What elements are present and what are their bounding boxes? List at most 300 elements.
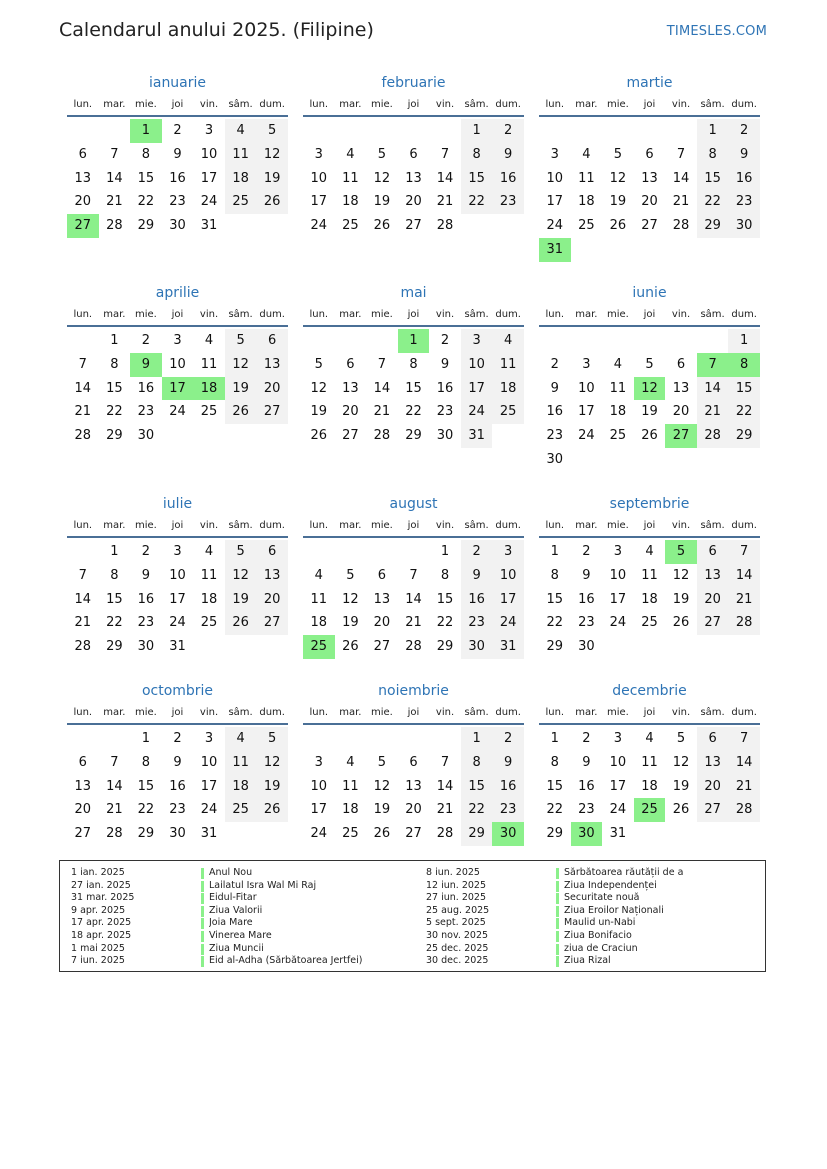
day-cell[interactable]: 31 [200, 826, 218, 842]
day-cell[interactable]: 16 [492, 167, 524, 191]
day-cell[interactable]: 30 [578, 639, 595, 655]
day-cell[interactable]: 10 [546, 170, 564, 186]
day-cell[interactable]: 15 [137, 170, 155, 186]
day-cell[interactable]: 10 [609, 567, 627, 583]
day-cell[interactable]: 20 [405, 194, 422, 210]
day-cell[interactable]: 26 [256, 798, 288, 822]
day-cell[interactable]: 19 [672, 591, 690, 607]
day-cell[interactable]: 10 [492, 564, 524, 588]
day-cell[interactable]: 17 [609, 591, 627, 607]
day-cell[interactable]: 7 [440, 146, 450, 162]
day-cell[interactable]: 20 [405, 802, 422, 818]
day-cell[interactable]: 27 [373, 639, 391, 655]
day-cell[interactable]: 22 [461, 190, 493, 214]
day-cell[interactable]: 26 [672, 802, 690, 818]
day-cell[interactable]: 19 [672, 778, 690, 794]
day-cell[interactable]: 30 [137, 428, 155, 444]
day-cell[interactable]: 7 [676, 146, 686, 162]
day-cell[interactable]: 19 [225, 588, 257, 612]
day-cell[interactable]: 27 [697, 798, 729, 822]
day-cell[interactable]: 3 [173, 544, 182, 559]
day-cell[interactable]: 27 [342, 428, 359, 444]
day-cell[interactable]: 5 [225, 329, 257, 353]
day-cell[interactable]: 10 [609, 754, 627, 770]
day-cell[interactable]: 19 [641, 404, 658, 420]
day-cell[interactable]: 16 [169, 170, 186, 186]
day-cell[interactable]: 4 [225, 119, 257, 143]
day-cell[interactable]: 24 [492, 611, 524, 635]
day-cell[interactable]: 11 [225, 143, 257, 167]
day-cell[interactable]: 7 [728, 540, 760, 564]
day-cell[interactable]: 26 [225, 400, 257, 424]
day-cell[interactable]: 6 [697, 540, 729, 564]
day-cell[interactable]: 10 [578, 380, 595, 396]
day-cell[interactable]: 5 [256, 119, 288, 143]
day-cell[interactable]: 5 [377, 754, 387, 770]
day-cell[interactable]: 13 [672, 380, 690, 396]
day-cell[interactable]: 10 [200, 146, 218, 162]
day-cell[interactable]: 27 [256, 400, 288, 424]
day-cell[interactable]: 2 [461, 540, 493, 564]
day-cell[interactable]: 30 [169, 826, 186, 842]
day-cell[interactable]: 14 [74, 380, 92, 396]
day-cell[interactable]: 17 [546, 194, 564, 210]
day-cell[interactable]: 28 [405, 639, 422, 655]
day-cell[interactable]: 22 [106, 615, 123, 631]
day-cell[interactable]: 11 [641, 567, 658, 583]
day-cell[interactable]: 29 [546, 826, 564, 842]
day-cell[interactable]: 1 [550, 731, 559, 746]
day-cell[interactable]: 14 [373, 380, 391, 396]
day-cell[interactable]: 2 [173, 731, 182, 746]
day-cell[interactable]: 25 [225, 190, 257, 214]
day-cell[interactable]: 21 [106, 194, 123, 210]
day-cell[interactable]: 25 [609, 428, 627, 444]
day-cell[interactable]: 1 [141, 731, 151, 746]
day-cell[interactable]: 6 [377, 567, 387, 583]
day-cell[interactable]: 7 [377, 356, 387, 372]
day-cell[interactable]: 11 [200, 356, 218, 372]
day-cell[interactable]: 3 [492, 540, 524, 564]
day-cell[interactable]: 30 [461, 635, 493, 659]
day-cell[interactable]: 31 [200, 218, 218, 234]
day-cell[interactable]: 16 [137, 380, 155, 396]
day-cell[interactable]: 4 [204, 333, 214, 348]
day-cell[interactable]: 27 [405, 218, 422, 234]
day-cell[interactable]: 2 [550, 356, 559, 372]
day-cell[interactable]: 4 [346, 146, 355, 162]
day-cell[interactable]: 23 [137, 404, 155, 420]
day-cell[interactable]: 2 [173, 123, 182, 138]
day-cell[interactable]: 18 [609, 404, 627, 420]
day-cell[interactable]: 20 [641, 194, 658, 210]
day-cell[interactable]: 1 [550, 544, 559, 559]
day-cell[interactable]: 11 [641, 754, 658, 770]
day-cell[interactable]: 12 [342, 591, 359, 607]
day-cell[interactable]: 27 [67, 214, 99, 238]
day-cell[interactable]: 13 [256, 564, 288, 588]
day-cell[interactable]: 13 [373, 591, 391, 607]
day-cell[interactable]: 3 [314, 146, 323, 162]
day-cell[interactable]: 8 [461, 143, 493, 167]
day-cell[interactable]: 17 [310, 802, 328, 818]
day-cell[interactable]: 4 [204, 544, 214, 559]
day-cell[interactable]: 9 [492, 751, 524, 775]
day-cell[interactable]: 23 [492, 798, 524, 822]
day-cell[interactable]: 3 [173, 333, 182, 348]
day-cell[interactable]: 1 [461, 119, 493, 143]
day-cell[interactable]: 29 [137, 826, 155, 842]
day-cell[interactable]: 24 [609, 615, 627, 631]
day-cell[interactable]: 9 [130, 353, 162, 377]
day-cell[interactable]: 25 [342, 218, 359, 234]
day-cell[interactable]: 23 [461, 611, 493, 635]
day-cell[interactable]: 28 [436, 826, 454, 842]
day-cell[interactable]: 10 [200, 754, 218, 770]
day-cell[interactable]: 27 [74, 826, 92, 842]
day-cell[interactable]: 7 [440, 754, 450, 770]
day-cell[interactable]: 3 [204, 123, 214, 138]
day-cell[interactable]: 25 [634, 798, 666, 822]
day-cell[interactable]: 14 [728, 564, 760, 588]
day-cell[interactable]: 25 [200, 404, 218, 420]
day-cell[interactable]: 29 [405, 428, 422, 444]
day-cell[interactable]: 15 [461, 775, 493, 799]
day-cell[interactable]: 16 [728, 167, 760, 191]
day-cell[interactable]: 6 [78, 754, 87, 770]
day-cell[interactable]: 24 [609, 802, 627, 818]
day-cell[interactable]: 5 [377, 146, 387, 162]
day-cell[interactable]: 16 [169, 778, 186, 794]
day-cell[interactable]: 4 [582, 146, 591, 162]
day-cell[interactable]: 24 [578, 428, 595, 444]
day-cell[interactable]: 28 [697, 424, 729, 448]
day-cell[interactable]: 22 [728, 400, 760, 424]
day-cell[interactable]: 7 [110, 754, 119, 770]
day-cell[interactable]: 11 [342, 778, 359, 794]
day-cell[interactable]: 31 [539, 238, 571, 262]
day-cell[interactable]: 4 [346, 754, 355, 770]
day-cell[interactable]: 23 [169, 802, 186, 818]
day-cell[interactable]: 14 [728, 751, 760, 775]
day-cell[interactable]: 12 [609, 170, 627, 186]
day-cell[interactable]: 5 [225, 540, 257, 564]
day-cell[interactable]: 20 [342, 404, 359, 420]
day-cell[interactable]: 1 [461, 727, 493, 751]
day-cell[interactable]: 21 [436, 802, 454, 818]
day-cell[interactable]: 25 [225, 798, 257, 822]
day-cell[interactable]: 19 [609, 194, 627, 210]
day-cell[interactable]: 25 [492, 400, 524, 424]
day-cell[interactable]: 18 [342, 194, 359, 210]
day-cell[interactable]: 7 [78, 356, 87, 372]
day-cell[interactable]: 23 [546, 428, 564, 444]
day-cell[interactable]: 16 [461, 588, 493, 612]
day-cell[interactable]: 6 [409, 146, 418, 162]
day-cell[interactable]: 16 [492, 775, 524, 799]
day-cell[interactable]: 11 [492, 353, 524, 377]
day-cell[interactable]: 27 [665, 424, 697, 448]
day-cell[interactable]: 18 [225, 167, 257, 191]
day-cell[interactable]: 17 [162, 377, 194, 401]
day-cell[interactable]: 23 [578, 615, 595, 631]
day-cell[interactable]: 16 [578, 778, 595, 794]
day-cell[interactable]: 18 [641, 778, 658, 794]
day-cell[interactable]: 28 [106, 826, 123, 842]
day-cell[interactable]: 21 [106, 802, 123, 818]
day-cell[interactable]: 20 [256, 377, 288, 401]
day-cell[interactable]: 20 [74, 194, 92, 210]
day-cell[interactable]: 1 [110, 544, 119, 559]
day-cell[interactable]: 16 [436, 380, 454, 396]
day-cell[interactable]: 5 [314, 356, 323, 372]
day-cell[interactable]: 3 [582, 356, 591, 372]
day-cell[interactable]: 7 [728, 727, 760, 751]
day-cell[interactable]: 12 [256, 143, 288, 167]
day-cell[interactable]: 11 [310, 591, 328, 607]
day-cell[interactable]: 19 [225, 377, 257, 401]
day-cell[interactable]: 19 [373, 802, 391, 818]
day-cell[interactable]: 15 [546, 778, 564, 794]
day-cell[interactable]: 30 [728, 214, 760, 238]
day-cell[interactable]: 4 [613, 356, 623, 372]
day-cell[interactable]: 23 [492, 190, 524, 214]
day-cell[interactable]: 8 [409, 356, 418, 372]
day-cell[interactable]: 27 [697, 611, 729, 635]
day-cell[interactable]: 6 [78, 146, 87, 162]
day-cell[interactable]: 24 [461, 400, 493, 424]
day-cell[interactable]: 24 [169, 404, 186, 420]
day-cell[interactable]: 20 [256, 588, 288, 612]
day-cell[interactable]: 14 [106, 170, 123, 186]
day-cell[interactable]: 1 [728, 329, 760, 353]
day-cell[interactable]: 18 [342, 802, 359, 818]
day-cell[interactable]: 3 [461, 329, 493, 353]
day-cell[interactable]: 8 [440, 567, 450, 583]
day-cell[interactable]: 29 [106, 639, 123, 655]
day-cell[interactable]: 31 [609, 826, 627, 842]
day-cell[interactable]: 29 [106, 428, 123, 444]
day-cell[interactable]: 7 [697, 353, 729, 377]
day-cell[interactable]: 24 [310, 826, 328, 842]
day-cell[interactable]: 5 [645, 356, 654, 372]
day-cell[interactable]: 13 [405, 778, 422, 794]
day-cell[interactable]: 21 [728, 775, 760, 799]
day-cell[interactable]: 24 [310, 218, 328, 234]
day-cell[interactable]: 8 [728, 353, 760, 377]
day-cell[interactable]: 3 [204, 731, 214, 746]
day-cell[interactable]: 20 [672, 404, 690, 420]
day-cell[interactable]: 22 [697, 190, 729, 214]
day-cell[interactable]: 18 [200, 591, 218, 607]
day-cell[interactable]: 14 [697, 377, 729, 401]
day-cell[interactable]: 30 [492, 822, 524, 846]
day-cell[interactable]: 26 [256, 190, 288, 214]
day-cell[interactable]: 10 [461, 353, 493, 377]
day-cell[interactable]: 20 [697, 588, 729, 612]
day-cell[interactable]: 6 [676, 356, 686, 372]
day-cell[interactable]: 31 [169, 639, 186, 655]
day-cell[interactable]: 4 [314, 567, 323, 583]
day-cell[interactable]: 22 [436, 615, 454, 631]
day-cell[interactable]: 26 [342, 639, 359, 655]
day-cell[interactable]: 30 [546, 451, 564, 467]
day-cell[interactable]: 9 [492, 143, 524, 167]
day-cell[interactable]: 11 [609, 380, 627, 396]
day-cell[interactable]: 27 [256, 611, 288, 635]
day-cell[interactable]: 19 [373, 194, 391, 210]
day-cell[interactable]: 3 [314, 754, 323, 770]
day-cell[interactable]: 17 [492, 588, 524, 612]
day-cell[interactable]: 22 [461, 798, 493, 822]
day-cell[interactable]: 6 [256, 540, 288, 564]
day-cell[interactable]: 8 [110, 356, 119, 372]
day-cell[interactable]: 6 [346, 356, 355, 372]
day-cell[interactable]: 5 [665, 540, 697, 564]
day-cell[interactable]: 17 [609, 778, 627, 794]
day-cell[interactable]: 27 [641, 218, 658, 234]
day-cell[interactable]: 15 [106, 380, 123, 396]
day-cell[interactable]: 14 [436, 778, 454, 794]
day-cell[interactable]: 2 [492, 727, 524, 751]
day-cell[interactable]: 9 [550, 380, 559, 396]
day-cell[interactable]: 18 [578, 194, 595, 210]
day-cell[interactable]: 17 [200, 170, 218, 186]
day-cell[interactable]: 3 [613, 731, 623, 746]
day-cell[interactable]: 13 [342, 380, 359, 396]
day-cell[interactable]: 22 [137, 802, 155, 818]
day-cell[interactable]: 13 [697, 564, 729, 588]
day-cell[interactable]: 21 [436, 194, 454, 210]
day-cell[interactable]: 12 [373, 170, 391, 186]
day-cell[interactable]: 2 [582, 544, 591, 559]
day-cell[interactable]: 15 [405, 380, 422, 396]
day-cell[interactable]: 17 [200, 778, 218, 794]
day-cell[interactable]: 5 [256, 727, 288, 751]
day-cell[interactable]: 28 [106, 218, 123, 234]
day-cell[interactable]: 21 [405, 615, 422, 631]
day-cell[interactable]: 16 [578, 591, 595, 607]
day-cell[interactable]: 24 [200, 194, 218, 210]
day-cell[interactable]: 8 [550, 567, 559, 583]
day-cell[interactable]: 18 [193, 377, 225, 401]
day-cell[interactable]: 10 [169, 356, 186, 372]
day-cell[interactable]: 8 [110, 567, 119, 583]
day-cell[interactable]: 21 [672, 194, 690, 210]
day-cell[interactable]: 15 [106, 591, 123, 607]
day-cell[interactable]: 24 [546, 218, 564, 234]
day-cell[interactable]: 25 [641, 615, 658, 631]
day-cell[interactable]: 23 [578, 802, 595, 818]
day-cell[interactable]: 2 [141, 544, 151, 559]
day-cell[interactable]: 6 [645, 146, 654, 162]
day-cell[interactable]: 2 [492, 119, 524, 143]
day-cell[interactable]: 29 [461, 822, 493, 846]
day-cell[interactable]: 23 [728, 190, 760, 214]
day-cell[interactable]: 12 [672, 567, 690, 583]
day-cell[interactable]: 14 [74, 591, 92, 607]
day-cell[interactable]: 21 [373, 404, 391, 420]
day-cell[interactable]: 11 [225, 751, 257, 775]
day-cell[interactable]: 14 [405, 591, 422, 607]
day-cell[interactable]: 11 [578, 170, 595, 186]
day-cell[interactable]: 31 [461, 424, 493, 448]
day-cell[interactable]: 8 [697, 143, 729, 167]
day-cell[interactable]: 16 [546, 404, 564, 420]
day-cell[interactable]: 23 [436, 404, 454, 420]
day-cell[interactable]: 12 [310, 380, 328, 396]
day-cell[interactable]: 8 [141, 146, 151, 162]
day-cell[interactable]: 26 [609, 218, 627, 234]
day-cell[interactable]: 17 [169, 591, 186, 607]
day-cell[interactable]: 19 [256, 167, 288, 191]
day-cell[interactable]: 22 [106, 404, 123, 420]
day-cell[interactable]: 9 [141, 567, 151, 583]
day-cell[interactable]: 16 [137, 591, 155, 607]
day-cell[interactable]: 2 [728, 119, 760, 143]
day-cell[interactable]: 1 [697, 119, 729, 143]
day-cell[interactable]: 9 [582, 754, 591, 770]
day-cell[interactable]: 22 [405, 404, 422, 420]
day-cell[interactable]: 27 [405, 826, 422, 842]
day-cell[interactable]: 22 [546, 615, 564, 631]
day-cell[interactable]: 13 [697, 751, 729, 775]
day-cell[interactable]: 26 [373, 218, 391, 234]
day-cell[interactable]: 12 [256, 751, 288, 775]
day-cell[interactable]: 11 [342, 170, 359, 186]
day-cell[interactable]: 9 [173, 146, 182, 162]
day-cell[interactable]: 29 [137, 218, 155, 234]
day-cell[interactable]: 13 [74, 170, 92, 186]
day-cell[interactable]: 6 [256, 329, 288, 353]
day-cell[interactable]: 26 [310, 428, 328, 444]
day-cell[interactable]: 28 [436, 218, 454, 234]
day-cell[interactable]: 19 [256, 775, 288, 799]
day-cell[interactable]: 19 [342, 615, 359, 631]
day-cell[interactable]: 20 [373, 615, 391, 631]
day-cell[interactable]: 29 [546, 639, 564, 655]
day-cell[interactable]: 26 [373, 826, 391, 842]
day-cell[interactable]: 4 [225, 727, 257, 751]
day-cell[interactable]: 13 [405, 170, 422, 186]
day-cell[interactable]: 21 [74, 404, 92, 420]
day-cell[interactable]: 21 [728, 588, 760, 612]
day-cell[interactable]: 13 [256, 353, 288, 377]
day-cell[interactable]: 11 [200, 567, 218, 583]
day-cell[interactable]: 28 [728, 611, 760, 635]
day-cell[interactable]: 28 [672, 218, 690, 234]
day-cell[interactable]: 30 [571, 822, 603, 846]
day-cell[interactable]: 29 [436, 639, 454, 655]
day-cell[interactable]: 29 [728, 424, 760, 448]
day-cell[interactable]: 18 [310, 615, 328, 631]
day-cell[interactable]: 21 [74, 615, 92, 631]
day-cell[interactable]: 18 [225, 775, 257, 799]
day-cell[interactable]: 15 [546, 591, 564, 607]
day-cell[interactable]: 2 [582, 731, 591, 746]
day-cell[interactable]: 28 [74, 639, 92, 655]
day-cell[interactable]: 4 [645, 544, 654, 559]
day-cell[interactable]: 4 [492, 329, 524, 353]
day-cell[interactable]: 1 [440, 544, 450, 559]
day-cell[interactable]: 7 [78, 567, 87, 583]
day-cell[interactable]: 3 [613, 544, 623, 559]
day-cell[interactable]: 4 [645, 731, 654, 746]
site-name[interactable]: TIMESLES.COM [666, 24, 767, 39]
day-cell[interactable]: 5 [346, 567, 355, 583]
day-cell[interactable]: 9 [461, 564, 493, 588]
day-cell[interactable]: 6 [409, 754, 418, 770]
